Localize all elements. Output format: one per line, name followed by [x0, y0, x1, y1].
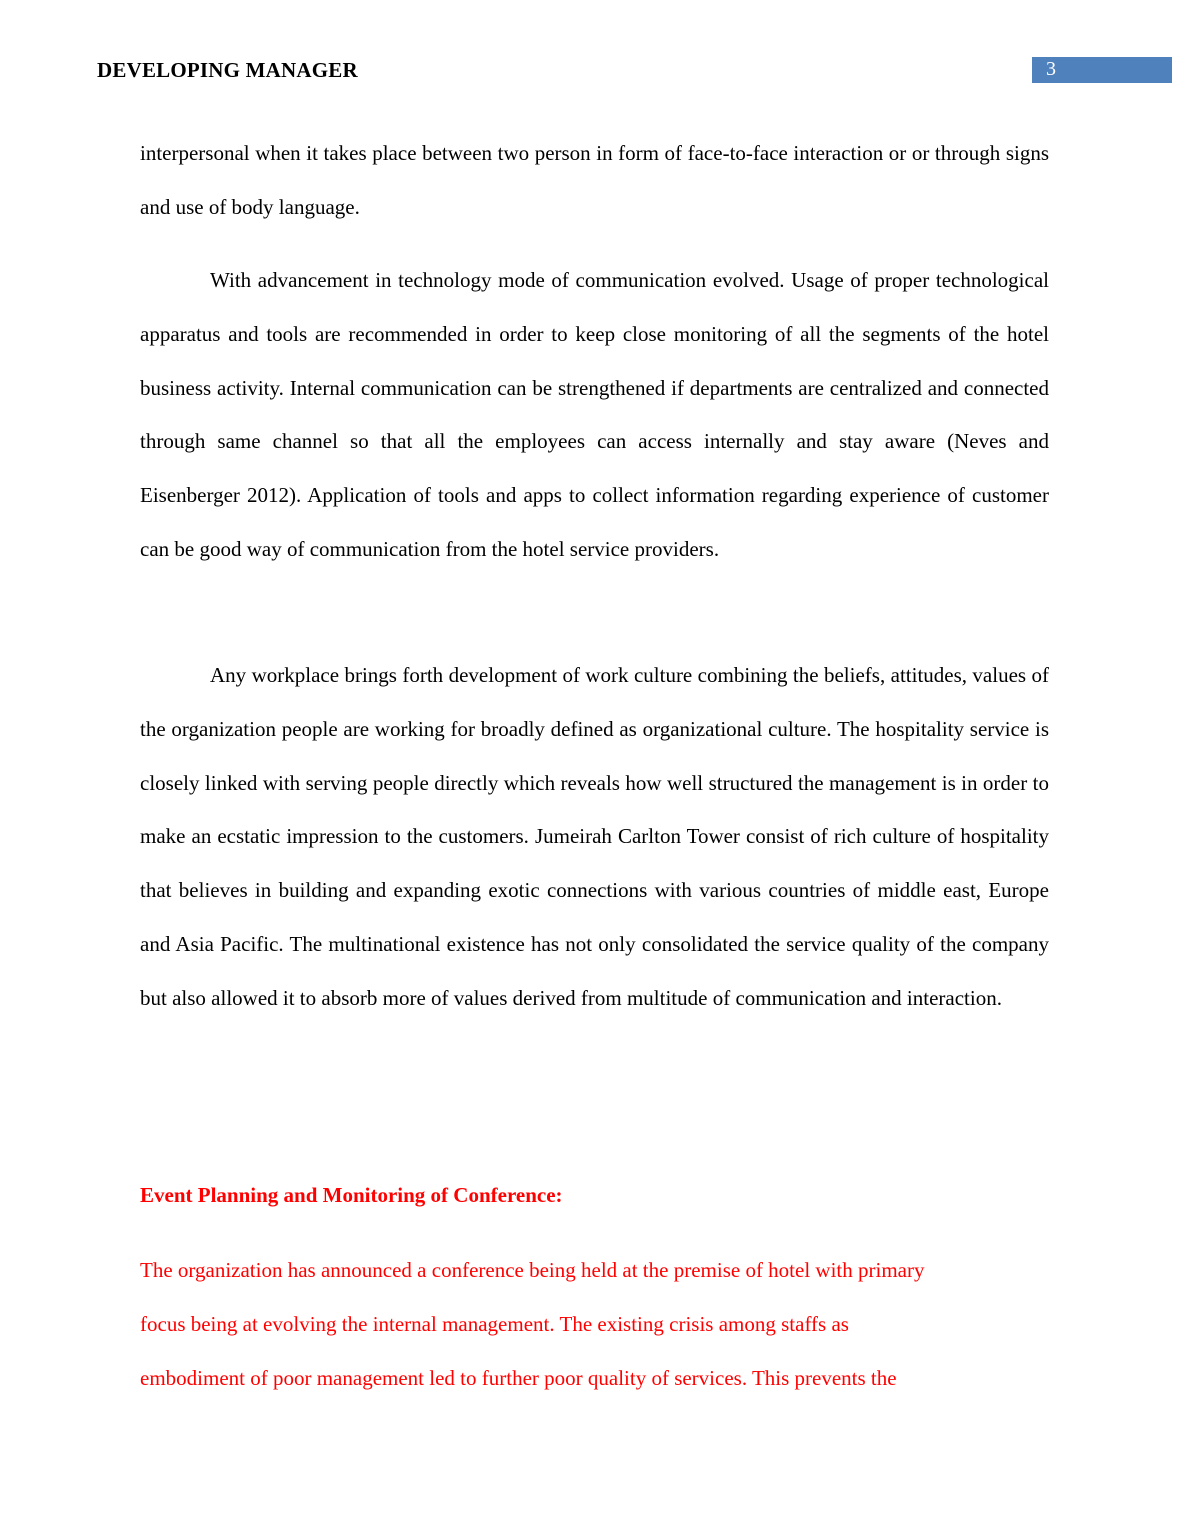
section-heading: Event Planning and Monitoring of Conference: — [140, 1183, 563, 1207]
running-head: DEVELOPING MANAGER — [97, 58, 358, 82]
body-paragraph-3: Any workplace brings forth development of work culture combining the beliefs, attitudes, values of the organization people are working for broadly defined as organizational culture. The hospitality service is closely linked with serving people directly which reveals how well structured the management is in order to make an ecstatic impression to the customers. Jumeirah Carlton Tower consist of rich culture of hospitality that believes in building and expanding exotic connections with various countries of middle east, Europe and Asia Pacific. The multinational existence has not only consolidated the service quality of the company but also allowed it to absorb more of values derived from multitude of communication and interaction. — [140, 663, 1049, 1010]
page-number: 3 — [1046, 58, 1056, 80]
section-line: focus being at evolving the internal management. The existing crisis among staffs as — [140, 1311, 849, 1336]
body-paragraph-1: interpersonal when it takes place between two person in form of face-to-face interaction or or through signs and use of body language. — [140, 141, 1049, 219]
section-paragraph — [140, 1244, 1049, 1405]
section-line: embodiment of poor management led to further poor quality of services. This prevents the — [140, 1365, 897, 1390]
section-line: The organization has announced a conference being held at the premise of hotel with primary — [140, 1258, 925, 1282]
page-number-box — [1032, 57, 1172, 83]
body-paragraph-2: With advancement in technology mode of communication evolved. Usage of proper technological apparatus and tools are recommended in order to keep close monitoring of all the segments of the hotel business activity. Internal communication can be strengthened if departments are centralized and connected through same channel so that all the employees can access internally and stay aware (Neves and Eisenberger 2012). Application of tools and apps to collect information regarding experience of customer can be good way of communication from the hotel service providers. — [140, 268, 1049, 561]
